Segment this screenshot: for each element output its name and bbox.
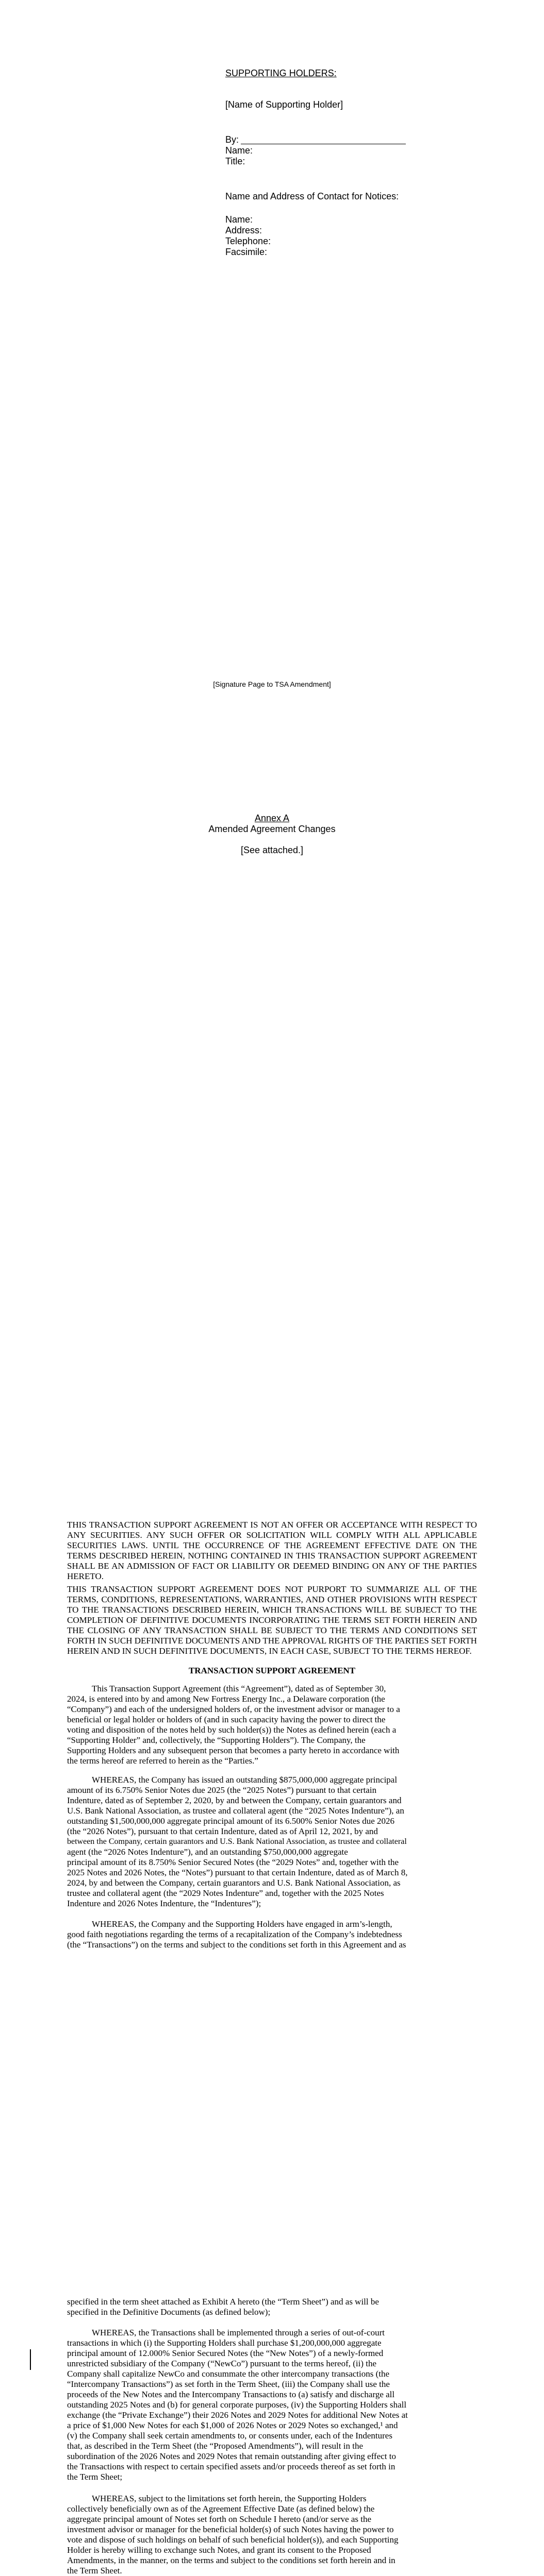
whereas-1-line: 2024, by and between the Company, certain guarantors and U.S. Bank National Association, as xyxy=(67,1878,401,1888)
whereas-4-line: aggregate principal amount of Notes set forth on Schedule I hereto (and/or serve as the xyxy=(67,2514,372,2524)
whereas-4 xyxy=(67,2494,477,2576)
whereas-1-line: Indenture and 2026 Notes Indenture, the “Indentures”); xyxy=(67,1899,261,1908)
preamble xyxy=(67,1684,477,1766)
whereas-1-line: (the “2026 Notes”), pursuant to that certain Indenture, dated as of April 12, 2021, by and xyxy=(67,1826,378,1836)
whereas-2-line: good faith negotiations regarding the terms of a recapitalization of the Company’s indebtedness xyxy=(67,1929,402,1939)
contact-name-label: Name: xyxy=(225,214,253,225)
supporting-holders-heading: SUPPORTING HOLDERS: xyxy=(225,68,337,78)
change-bar xyxy=(30,2349,31,2370)
annex-block xyxy=(0,813,544,856)
whereas-3-line: Company shall capitalize NewCo and consummate the other intercompany transactions (the xyxy=(67,2369,390,2379)
whereas-1-line: U.S. Bank National Association, as trustee and collateral agent (the “2025 Notes Indenture”), an xyxy=(67,1806,404,1816)
whereas-4-line: Amendments, in the manner, on the terms and subject to the conditions set forth herein and in xyxy=(67,2555,395,2565)
whereas-3-line: (v) the Company shall seek certain amendments to, or consents under, each of the Indentures xyxy=(67,2431,392,2441)
whereas-3-line: outstanding 2025 Notes and (b) for general corporate purposes, (iv) the Supporting Holders shall xyxy=(67,2400,407,2410)
whereas-3-line: exchange (the “Private Exchange”) their 2026 Notes and 2029 Notes for additional New Notes at xyxy=(67,2410,408,2420)
page2-carryover xyxy=(67,2297,477,2317)
whereas-3 xyxy=(67,2328,477,2482)
whereas-3-line: proceeds of the New Notes and the Intercompany Transactions to (a) satisfy and discharge all xyxy=(67,2389,395,2399)
whereas-3-line: principal amount of 12.000% Senior Secured Notes (the “New Notes”) of a newly-formed xyxy=(67,2348,384,2358)
disclaimer-1: THIS TRANSACTION SUPPORT AGREEMENT IS NOT AN OFFER OR ACCEPTANCE WITH RESPECT TO ANY SECURITIES. ANY SUCH OFFER OR SOLICITATION WILL COMPLY WITH ALL APPLICABLE SECURITIES LAWS. UNTIL THE OCCURRENCE OF THE AGREEMENT EFFECTIVE DATE ON THE TERMS DESCRIBED HEREIN, NOTHING CONTAINED IN THIS TRANSACTION SUPPORT AGREEMENT SHALL BE AN ADMISSION OF FACT OR LIABILITY OR DEEMED BINDING ON ANY OF THE PARTIES HERETO. xyxy=(67,1520,477,1581)
by-line xyxy=(225,134,483,145)
address-label: Address: xyxy=(225,225,262,235)
whereas-3-line: transactions in which (i) the Supporting Holders shall purchase $1,200,000,000 aggregate xyxy=(67,2338,382,2348)
whereas-2-line: WHEREAS, the Company and the Supporting Holders have engaged in arm’s-length, xyxy=(92,1919,392,1929)
whereas-3-line: that, as described in the Term Sheet (the “Proposed Amendments”), will result in the xyxy=(67,2441,363,2451)
whereas-4-line: collectively beneficially own as of the Agreement Effective Date (as defined below) the xyxy=(67,2504,375,2514)
whereas-4-line: WHEREAS, subject to the limitations set forth herein, the Supporting Holders xyxy=(92,2494,367,2503)
whereas-3-line: the Term Sheet; xyxy=(67,2472,123,2482)
whereas-1-line: between the Company, certain guarantors and U.S. Bank National Association, as trustee and collateral xyxy=(67,1837,407,1846)
preamble-line: “Supporting Holder” and, collectively, the “Supporting Holders”). The Company, the xyxy=(67,1735,366,1745)
carryover-line: specified in the Definitive Documents (as defined below); xyxy=(67,2307,271,2317)
title-label: Title: xyxy=(225,156,245,166)
whereas-3-line: “Intercompany Transactions”) as set forth in the Term Sheet, (iii) the Company shall use the xyxy=(67,2379,390,2389)
whereas-3-line: a price of $1,000 New Notes for each $1,000 of 2026 Notes or 2029 Notes so exchanged,¹ and xyxy=(67,2420,398,2430)
whereas-1 xyxy=(67,1775,477,1909)
whereas-3-line: the Transactions with respect to certain specified assets and/or proceeds thereof as set forth in xyxy=(67,2462,395,2471)
whereas-4-line: Holder is hereby willing to exchange such Notes, and grant its consent to the Proposed xyxy=(67,2545,371,2555)
whereas-4-line: vote and dispose of such holdings on behalf of such beneficial holder(s)), and each Supporting xyxy=(67,2535,399,2545)
whereas-1-line: trustee and collateral agent (the “2029 Notes Indenture” and, together with the 2025 Notes xyxy=(67,1888,384,1898)
facsimile-label: Facsimile: xyxy=(225,247,268,257)
telephone-label: Telephone: xyxy=(225,236,271,246)
preamble-line: This Transaction Support Agreement (this “Agreement”), dated as of September 30, xyxy=(92,1684,386,1693)
signature-block xyxy=(225,68,483,258)
agreement-title: TRANSACTION SUPPORT AGREEMENT xyxy=(188,1666,356,1675)
annex-note: [See attached.] xyxy=(240,845,304,855)
preamble-line: “Company”) and each of the undersigned holders of, or the investment advisor or manager to a xyxy=(67,1704,400,1714)
whereas-1-line: 2025 Notes and 2026 Notes, the “Notes”) pursuant to that certain Indenture, dated as of March 8, xyxy=(67,1868,408,1877)
whereas-3-line: unrestricted subsidiary of the Company (“NewCo”) pursuant to the terms hereof, (ii) the xyxy=(67,2359,377,2368)
whereas-1-line: amount of its 6.750% Senior Notes due 2025 (the “2025 Notes”) pursuant to that certain xyxy=(67,1785,377,1795)
notice-contact-heading: Name and Address of Contact for Notices: xyxy=(225,191,399,201)
supporting-holder-name-placeholder: [Name of Supporting Holder] xyxy=(225,99,343,110)
whereas-1-line: WHEREAS, the Company has issued an outstanding $875,000,000 aggregate principal xyxy=(92,1775,398,1785)
preamble-line: voting and disposition of the notes held by such holder(s)) the Notes as defined herein (each a xyxy=(67,1725,397,1735)
whereas-2-line: (the “Transactions”) on the terms and subject to the conditions set forth in this Agreement and as xyxy=(67,1940,406,1950)
preamble-line: Supporting Holders and any subsequent person that becomes a party hereto in accordance with xyxy=(67,1745,400,1755)
whereas-1-line: Indenture, dated as of September 2, 2020, by and between the Company, certain guarantors and xyxy=(67,1795,402,1805)
whereas-3-line: subordination of the 2026 Notes and 2029 Notes that remain outstanding after giving effect to xyxy=(67,2451,396,2461)
preamble-line: the terms hereof are referred to herein as the “Parties.” xyxy=(67,1756,258,1766)
preamble-line: beneficial or legal holder or holders of (and in such capacity having the power to direct the xyxy=(67,1715,386,1724)
whereas-2 xyxy=(67,1919,477,1950)
signature-page-footer: [Signature Page to TSA Amendment] xyxy=(213,680,331,688)
name-label: Name: xyxy=(225,145,253,156)
preamble-line: 2024, is entered into by and among New Fortress Energy Inc., a Delaware corporation (the xyxy=(67,1694,385,1704)
annex-title: Annex A xyxy=(254,813,290,823)
carryover-line: specified in the term sheet attached as Exhibit A hereto (the “Term Sheet”) and as will be xyxy=(67,2297,379,2307)
whereas-1-line: outstanding $1,500,000,000 aggregate principal amount of its 6.500% Senior Notes due 2026 xyxy=(67,1816,395,1826)
whereas-4-line: investment advisor or manager for the beneficial holder(s) of such Notes having the power to xyxy=(67,2524,394,2534)
annex-subtitle: Amended Agreement Changes xyxy=(208,824,336,834)
whereas-1-line: principal amount of its 8.750% Senior Secured Notes (the “2029 Notes” and, together with the xyxy=(67,1857,399,1867)
disclaimer-2: THIS TRANSACTION SUPPORT AGREEMENT DOES NOT PURPORT TO SUMMARIZE ALL OF THE TERMS, CONDITIONS, REPRESENTATIONS, WARRANTIES, AND OTHER PROVISIONS WITH RESPECT TO THE TRANSACTIONS DESCRIBED HEREIN, WHICH TRANSACTIONS WILL BE SUBJECT TO THE COMPLETION OF DEFINITIVE DOCUMENTS INCORPORATING THE TERMS SET FORTH HEREIN AND THE CLOSING OF ANY TRANSACTION SHALL BE SUBJECT TO THE TERMS AND CONDITIONS SET FORTH IN SUCH DEFINITIVE DOCUMENTS AND THE APPROVAL RIGHTS OF THE PARTIES SET FORTH HEREIN AND IN SUCH DEFINITIVE DOCUMENTS, IN EACH CASE, SUBJECT TO THE TERMS HEREOF. xyxy=(67,1584,477,1656)
whereas-3-line: WHEREAS, the Transactions shall be implemented through a series of out-of-court xyxy=(92,2328,385,2337)
whereas-1-line: agent (the “2026 Notes Indenture”), and an outstanding $750,000,000 aggregate xyxy=(67,1847,348,1857)
by-label: By: xyxy=(225,134,239,145)
whereas-4-line: the Term Sheet. xyxy=(67,2566,122,2575)
